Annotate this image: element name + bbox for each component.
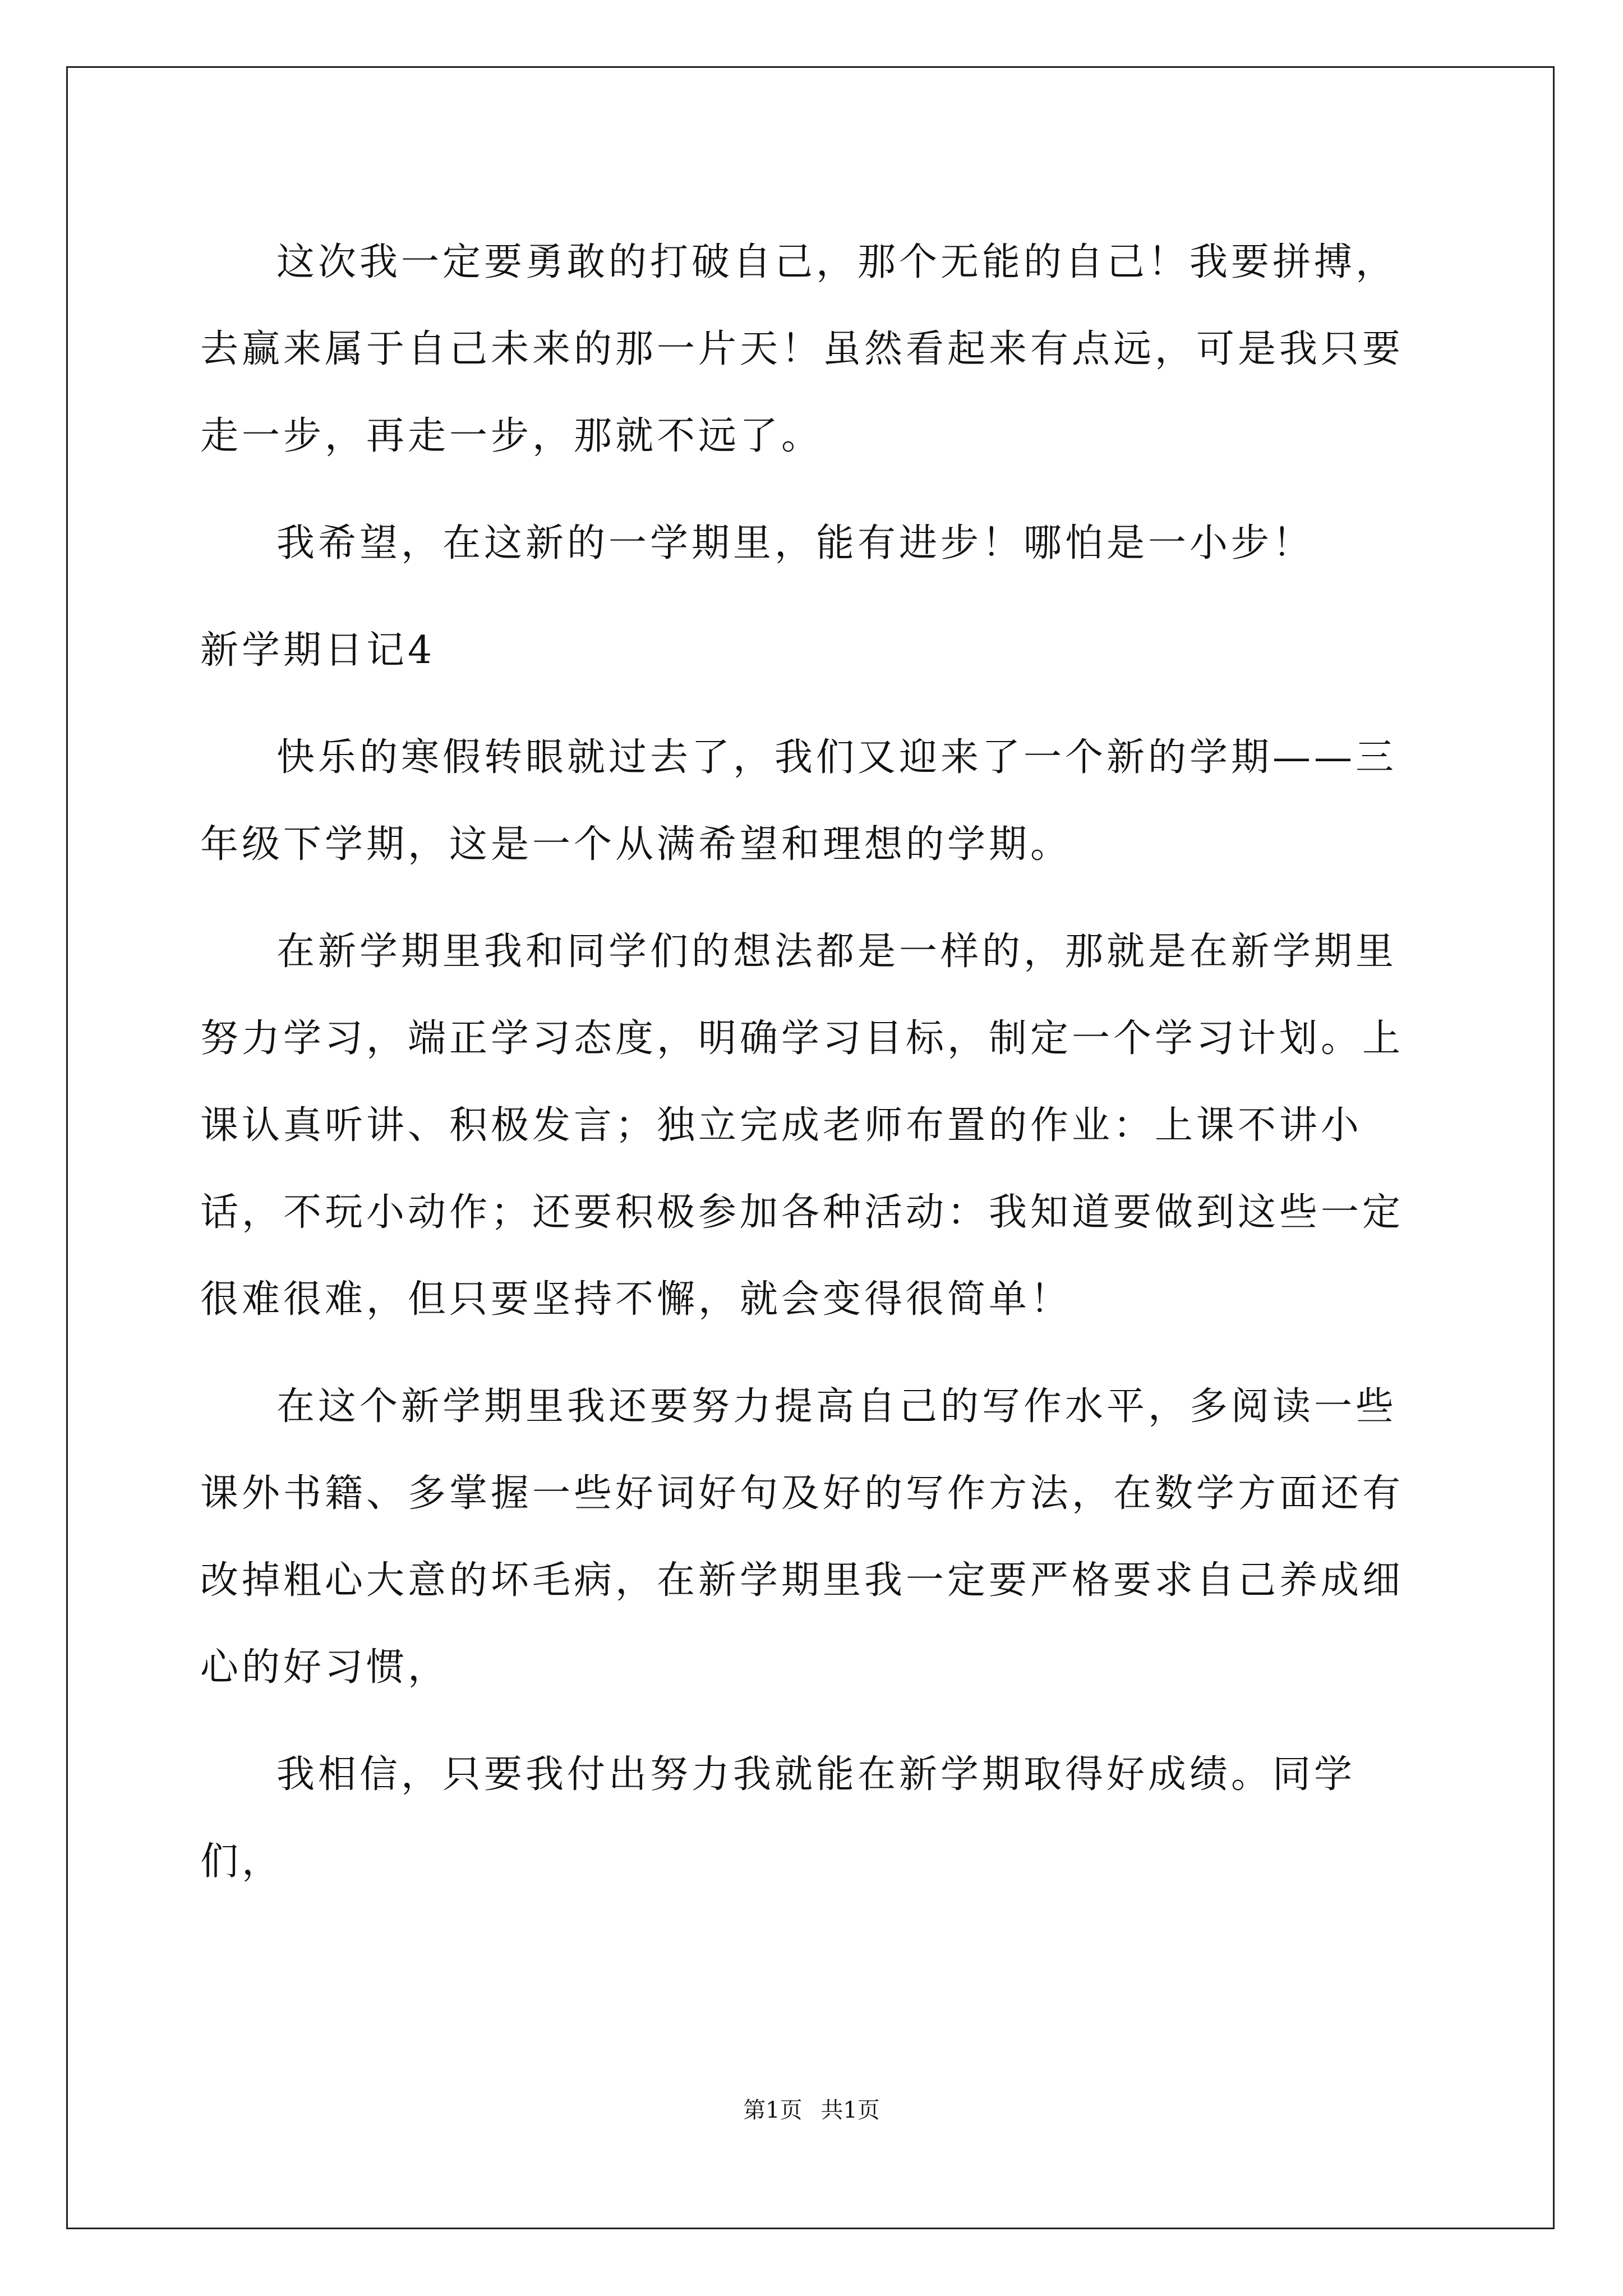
paragraph-4: 在新学期里我和同学们的想法都是一样的，那就是在新学期里努力学习，端正学习态度，明确学习目标，制定一个学习计划。上课认真听讲、积极发言；独立完成老师布置的作业：上课不讲小话，不玩小动作；还要积极参加各种活动：我知道要做到这些一定很难很难，但只要坚持不懈，就会变得很简单！ — [200, 930, 1404, 1322]
paragraph-6: 我相信，只要我付出努力我就能在新学期取得好成绩。同学们， — [200, 1752, 1356, 1884]
page-number-total: 共1页 — [820, 2097, 880, 2123]
paragraph-3: 快乐的寒假转眼就过去了，我们又迎来了一个新的学期——三年级下学期，这是一个从满希望和理想的学期。 — [200, 735, 1398, 867]
paragraph-1: 这次我一定要勇敢的打破自己，那个无能的自己！我要拼搏，去赢来属于自己未来的那一片天！虽然看起来有点远，可是我只要走一步，再走一步，那就不远了。 — [200, 240, 1404, 458]
section-heading: 新学期日记4 — [200, 628, 436, 673]
page-footer — [0, 2097, 1623, 2124]
paragraph-2: 我希望，在这新的一学期里，能有进步！哪怕是一小步！ — [276, 521, 1315, 565]
paragraph-5: 在这个新学期里我还要努力提高自己的写作水平，多阅读一些课外书籍、多掌握一些好词好句及好的写作方法，在数学方面还有改掉粗心大意的坏毛病，在新学期里我一定要严格要求自己养成细心的好习惯， — [200, 1384, 1404, 1690]
page-number-current: 第1页 — [743, 2097, 803, 2123]
document-body — [200, 219, 1430, 1925]
